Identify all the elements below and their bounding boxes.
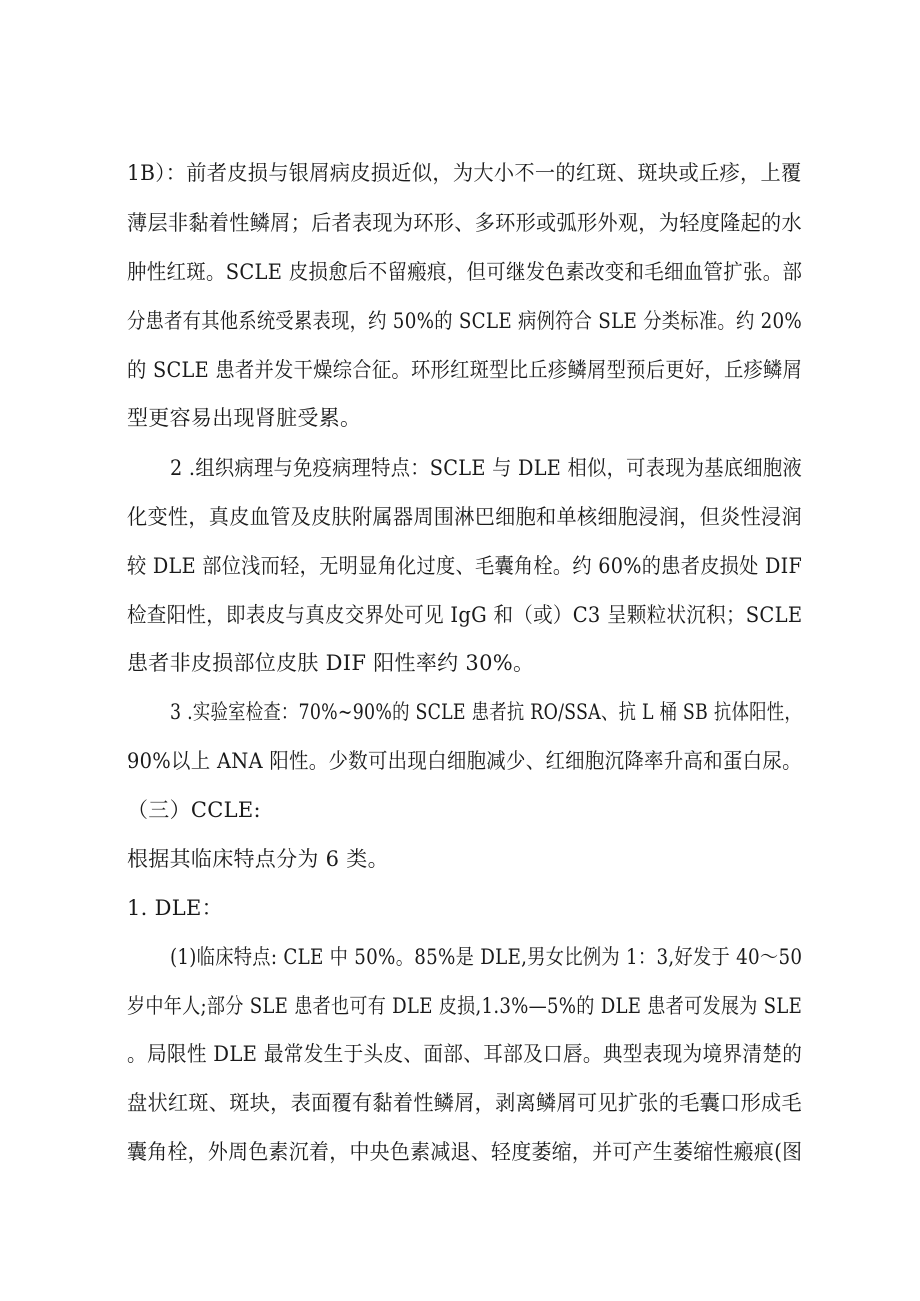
text-line: 2 .组织病理与免疫病理特点：SCLE 与 DLE 相似，可表现为基底细胞液 <box>170 456 803 480</box>
text-line: 较 DLE 部位浅而轻，无明显角化过度、毛囊角栓。约 60%的患者皮损处 DIF <box>127 554 803 578</box>
text-line: 。局限性 DLE 最常发生于头皮、面部、耳部及口唇。典型表现为境界清楚的 <box>127 1042 803 1066</box>
text-line: 盘状红斑、斑块，表面覆有黏着性鳞屑，剥离鳞屑可见扩张的毛囊口形成毛 <box>127 1091 802 1115</box>
text-line: 囊角栓，外周色素沉着，中央色素减退、轻度萎缩，并可产生萎缩性瘢痕(图 <box>127 1140 803 1164</box>
text-line: 1. DLE： <box>127 896 223 920</box>
text-line: 型更容易出现肾脏受累。 <box>127 406 362 430</box>
text-line: 患者非皮损部位皮肤 DIF 阳性率约 30%。 <box>127 651 535 675</box>
text-line: 分患者有其他系统受累表现，约 50%的 SCLE 病例符合 SLE 分类标准。约 20% <box>127 309 803 333</box>
text-line: 薄层非黏着性鳞屑；后者表现为环形、多环形或弧形外观，为轻度隆起的水 <box>127 211 802 235</box>
text-line: 肿性红斑。SCLE 皮损愈后不留瘢痕，但可继发色素改变和毛细血管扩张。部 <box>127 260 803 284</box>
text-line: 90%以上 ANA 阳性。少数可出现白细胞减少、红细胞沉降率升高和蛋白尿。 <box>127 749 802 773</box>
text-line: (1)临床特点: CLE 中 50%。85%是 DLE,男女比例为 1：3,好发于 40～50 <box>170 945 803 969</box>
text-line: 检查阳性，即表皮与真皮交界处可见 IgG 和（或）C3 呈颗粒状沉积；SCLE <box>127 603 803 627</box>
text-line: 3 .实验室检查：70%~90%的 SCLE 患者抗 RO/SSA、抗 L 桶 SB 抗体阳性， <box>170 700 802 724</box>
text-line: 的 SCLE 患者并发干燥综合征。环形红斑型比丘疹鳞屑型预后更好，丘疹鳞屑 <box>127 358 803 382</box>
text-line: 根据其临床特点分为 6 类。 <box>127 847 389 871</box>
text-line: 化变性，真皮血管及皮肤附属器周围淋巴细胞和单核细胞浸润，但炎性浸润 <box>127 505 802 529</box>
text-line: 1B）：前者皮损与银屑病皮损近似，为大小不一的红斑、斑块或丘疹，上覆 <box>127 161 802 185</box>
text-line: （三）CCLE: <box>127 798 261 822</box>
text-line: 岁中年人;部分 SLE 患者也可有 DLE 皮损,1.3%—5%的 DLE 患者可发展为 SLE <box>127 994 803 1018</box>
